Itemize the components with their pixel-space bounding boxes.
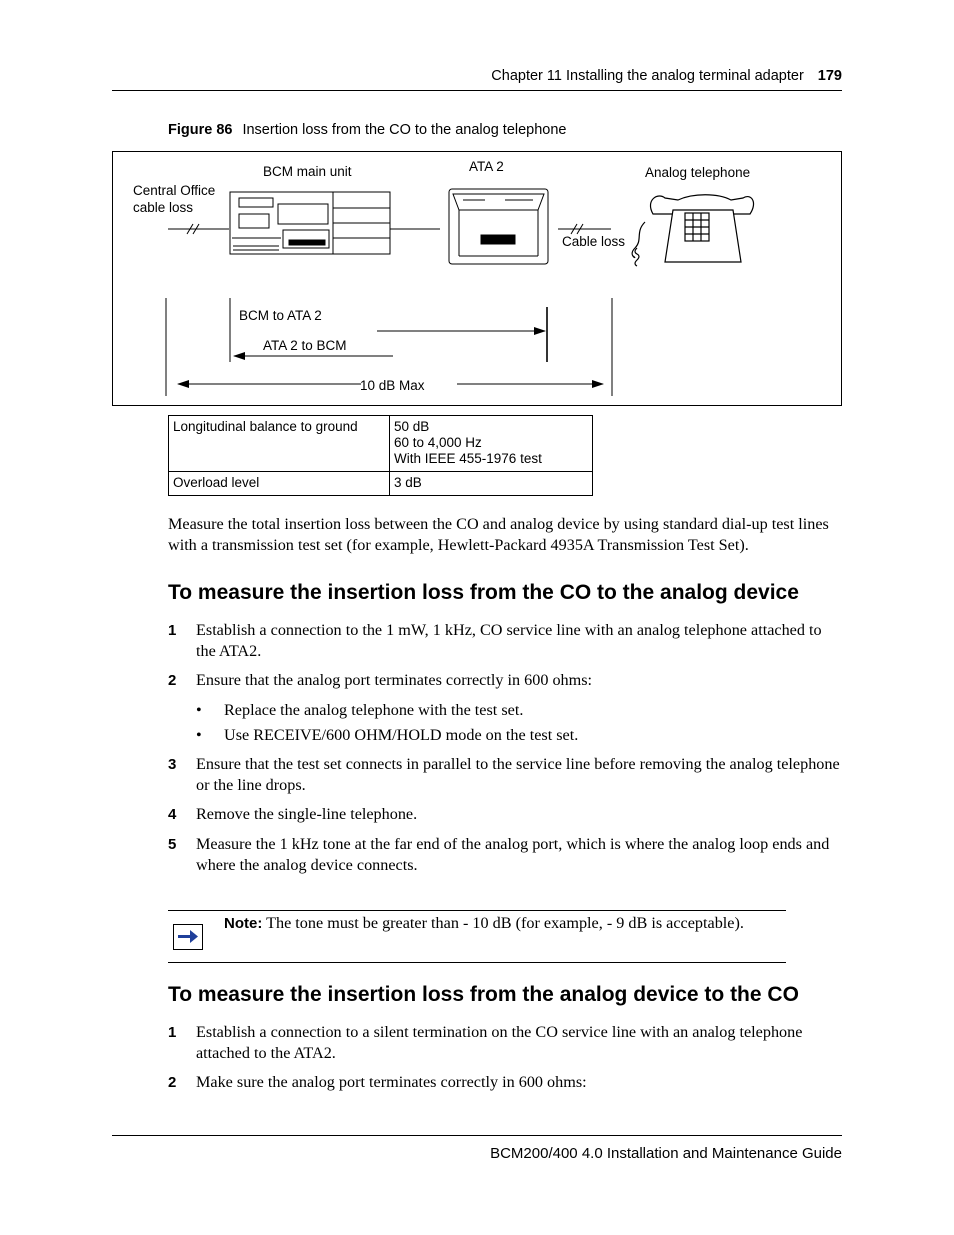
running-footer: BCM200/400 4.0 Installation and Maintenance Guide xyxy=(490,1145,842,1162)
co-cable-loss-label-line2: cable loss xyxy=(133,200,194,215)
param-cell: Overload level xyxy=(169,472,390,496)
page-number: 179 xyxy=(817,68,842,84)
note-text: The tone must be greater than - 10 dB (for example, - 9 dB is acceptable). xyxy=(266,914,744,932)
step-item xyxy=(168,754,843,796)
diagram-graphics xyxy=(113,152,841,405)
figure-title: Insertion loss from the CO to the analog telephone xyxy=(242,122,567,138)
ata2-graphic xyxy=(390,189,548,264)
bullet-text: Replace the analog telephone with the test set. xyxy=(224,701,524,719)
bcm-main-unit-graphic xyxy=(230,192,390,254)
table-row xyxy=(169,416,593,472)
step-item xyxy=(168,1072,843,1093)
step-text: Establish a connection to a silent termination on the CO service line with an analog telephone attached to the ATA2. xyxy=(196,1023,803,1062)
step-item xyxy=(168,834,843,876)
telephone-graphic xyxy=(632,195,753,266)
value-cell xyxy=(390,472,593,496)
step-text: Establish a connection to the 1 mW, 1 kHz, CO service line with an analog telephone attached to the ATA2. xyxy=(196,621,822,660)
section-heading: To measure the insertion loss from the analog device to the CO xyxy=(168,983,799,1006)
running-header xyxy=(112,68,842,84)
chapter-title: Chapter 11 Installing the analog terminal adapter xyxy=(491,68,804,84)
ata2-label: ATA 2 xyxy=(469,159,504,174)
bcm-main-unit-label: BCM main unit xyxy=(263,164,352,179)
value-line: 50 dB xyxy=(394,419,430,434)
figure-diagram xyxy=(112,151,842,406)
intro-paragraph: Measure the total insertion loss between the CO and analog device by using standard dial-up test lines with a transmission test set (for example, Hewlett-Packard 4935A Transmission Test Set). xyxy=(168,515,829,554)
ata2-to-bcm-label: ATA 2 to BCM xyxy=(263,338,347,353)
note-top-rule xyxy=(168,910,786,911)
header-rule xyxy=(112,90,842,91)
table-row xyxy=(169,472,593,496)
footer-rule xyxy=(112,1135,842,1136)
step-number: 2 xyxy=(168,672,177,689)
cable-loss-label: Cable loss xyxy=(562,234,626,249)
co-cable-line xyxy=(168,224,229,234)
value-line: 60 to 4,000 Hz xyxy=(394,435,482,450)
step-text: Ensure that the analog port terminates correctly in 600 ohms: xyxy=(196,671,593,689)
step-text: Make sure the analog port terminates correctly in 600 ohms: xyxy=(196,1073,587,1091)
param-cell: Longitudinal balance to ground xyxy=(169,416,390,472)
max-loss-label: 10 dB Max xyxy=(360,378,425,393)
phone-cable-line xyxy=(558,224,611,234)
step-item xyxy=(168,1022,843,1064)
spec-table xyxy=(168,415,593,496)
step-number: 1 xyxy=(168,622,177,639)
note-bottom-rule xyxy=(168,962,786,963)
step-number: 4 xyxy=(168,806,177,823)
step-text: Remove the single-line telephone. xyxy=(196,805,418,823)
analog-telephone-label: Analog telephone xyxy=(645,165,751,180)
step-number: 1 xyxy=(168,1024,177,1041)
figure-caption xyxy=(168,122,567,138)
figure-label: Figure 86 xyxy=(168,122,233,138)
co-cable-loss-label-line1: Central Office xyxy=(133,183,216,198)
step-number: 5 xyxy=(168,836,177,853)
note-label: Note: xyxy=(224,915,263,932)
step-text: Ensure that the test set connects in parallel to the service line before removing the analog telephone or the line drops. xyxy=(196,755,840,794)
step-number: 3 xyxy=(168,756,177,773)
value-cell xyxy=(390,416,593,472)
step-text: Measure the 1 kHz tone at the far end of the analog port, which is where the analog loop ends and where the analog device connects. xyxy=(196,835,830,874)
step-item xyxy=(168,670,843,691)
step-item xyxy=(168,620,843,662)
value-line: With IEEE 455-1976 test xyxy=(394,451,542,466)
note xyxy=(224,913,744,934)
section-heading: To measure the insertion loss from the CO to the analog device xyxy=(168,581,799,604)
bullet-text: Use RECEIVE/600 OHM/HOLD mode on the test set. xyxy=(224,726,579,744)
step-item xyxy=(168,804,843,825)
arrow-right-icon xyxy=(173,924,203,950)
step-number: 2 xyxy=(168,1074,177,1091)
value-line: 3 dB xyxy=(394,475,422,490)
bcm-to-ata2-label: BCM to ATA 2 xyxy=(239,308,322,323)
